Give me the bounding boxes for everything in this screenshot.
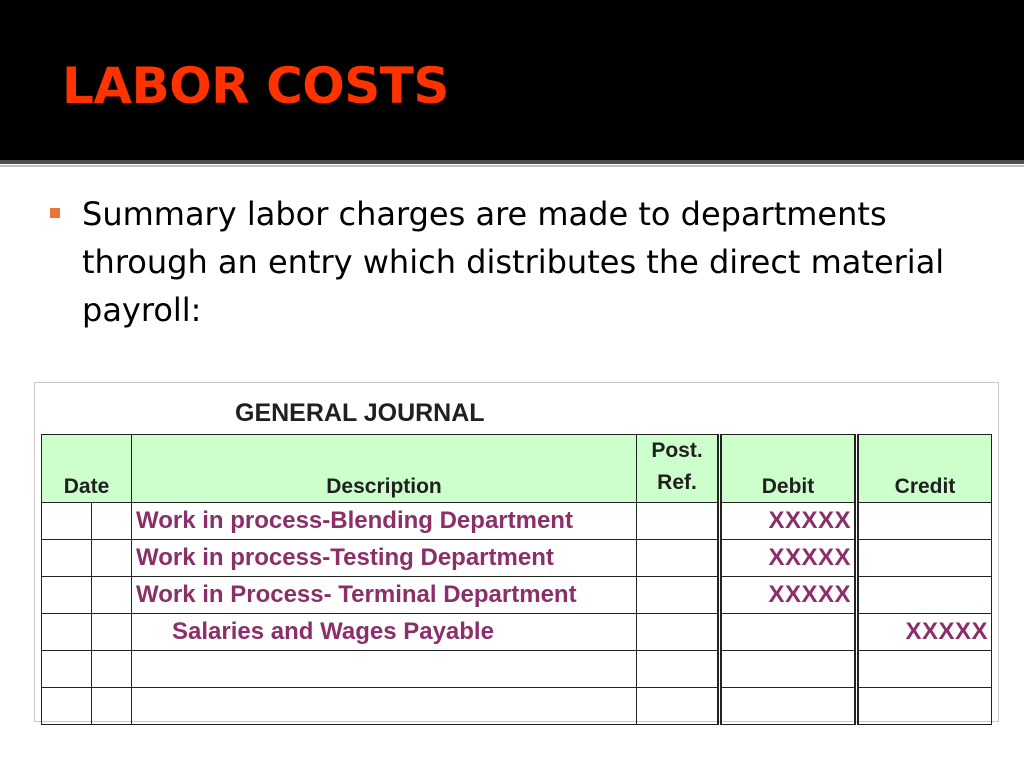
credit-cell: XXXXX: [857, 614, 992, 651]
debit-cell: XXXXX: [720, 540, 857, 577]
credit-cell: [857, 688, 992, 725]
slide-title: LABOR COSTS: [62, 57, 449, 115]
header-debit: Debit: [720, 435, 857, 503]
description-cell: [132, 688, 637, 725]
bullet-square-icon: [50, 208, 60, 218]
journal-table: [41, 434, 992, 725]
journal-header-row: [42, 435, 992, 503]
table-row: [42, 614, 992, 651]
credit-cell: [857, 651, 992, 688]
header-date: Date: [42, 435, 132, 503]
date-day-cell: [92, 614, 132, 651]
debit-cell: XXXXX: [720, 503, 857, 540]
credit-cell: [857, 577, 992, 614]
post-ref-cell: [637, 688, 720, 725]
general-journal: [34, 382, 999, 722]
bullet-text: Summary labor charges are made to departments through an entry which distributes the direct material payroll:: [82, 195, 945, 329]
debit-cell: [720, 651, 857, 688]
table-row: [42, 540, 992, 577]
description-cell: [132, 651, 637, 688]
post-ref-cell: [637, 540, 720, 577]
description-cell: Salaries and Wages Payable: [132, 614, 637, 651]
credit-cell: [857, 503, 992, 540]
post-ref-cell: [637, 503, 720, 540]
post-ref-cell: [637, 577, 720, 614]
description-cell: Work in process-Testing Department: [132, 540, 637, 577]
date-day-cell: [92, 577, 132, 614]
header-post-ref-line1: Post.: [651, 439, 703, 462]
date-month-cell: [42, 688, 92, 725]
debit-cell: XXXXX: [720, 577, 857, 614]
date-day-cell: [92, 540, 132, 577]
header-post-ref-line2: Ref.: [657, 471, 697, 494]
title-divider-light: [0, 165, 1024, 167]
date-day-cell: [92, 688, 132, 725]
debit-cell: [720, 688, 857, 725]
header-credit: Credit: [857, 435, 992, 503]
description-cell: Work in Process- Terminal Department: [132, 577, 637, 614]
title-divider: [0, 160, 1024, 164]
date-month-cell: [42, 540, 92, 577]
header-description: Description: [132, 435, 637, 503]
header-post-ref: [637, 435, 720, 503]
date-month-cell: [42, 503, 92, 540]
table-row: [42, 577, 992, 614]
date-month-cell: [42, 651, 92, 688]
credit-cell: [857, 540, 992, 577]
post-ref-cell: [637, 651, 720, 688]
table-row: [42, 651, 992, 688]
post-ref-cell: [637, 614, 720, 651]
debit-cell: [720, 614, 857, 651]
journal-title: GENERAL JOURNAL: [235, 399, 485, 427]
description-cell: Work in process-Blending Department: [132, 503, 637, 540]
date-month-cell: [42, 577, 92, 614]
date-month-cell: [42, 614, 92, 651]
table-row: [42, 688, 992, 725]
date-day-cell: [92, 503, 132, 540]
table-row: [42, 503, 992, 540]
date-day-cell: [92, 651, 132, 688]
